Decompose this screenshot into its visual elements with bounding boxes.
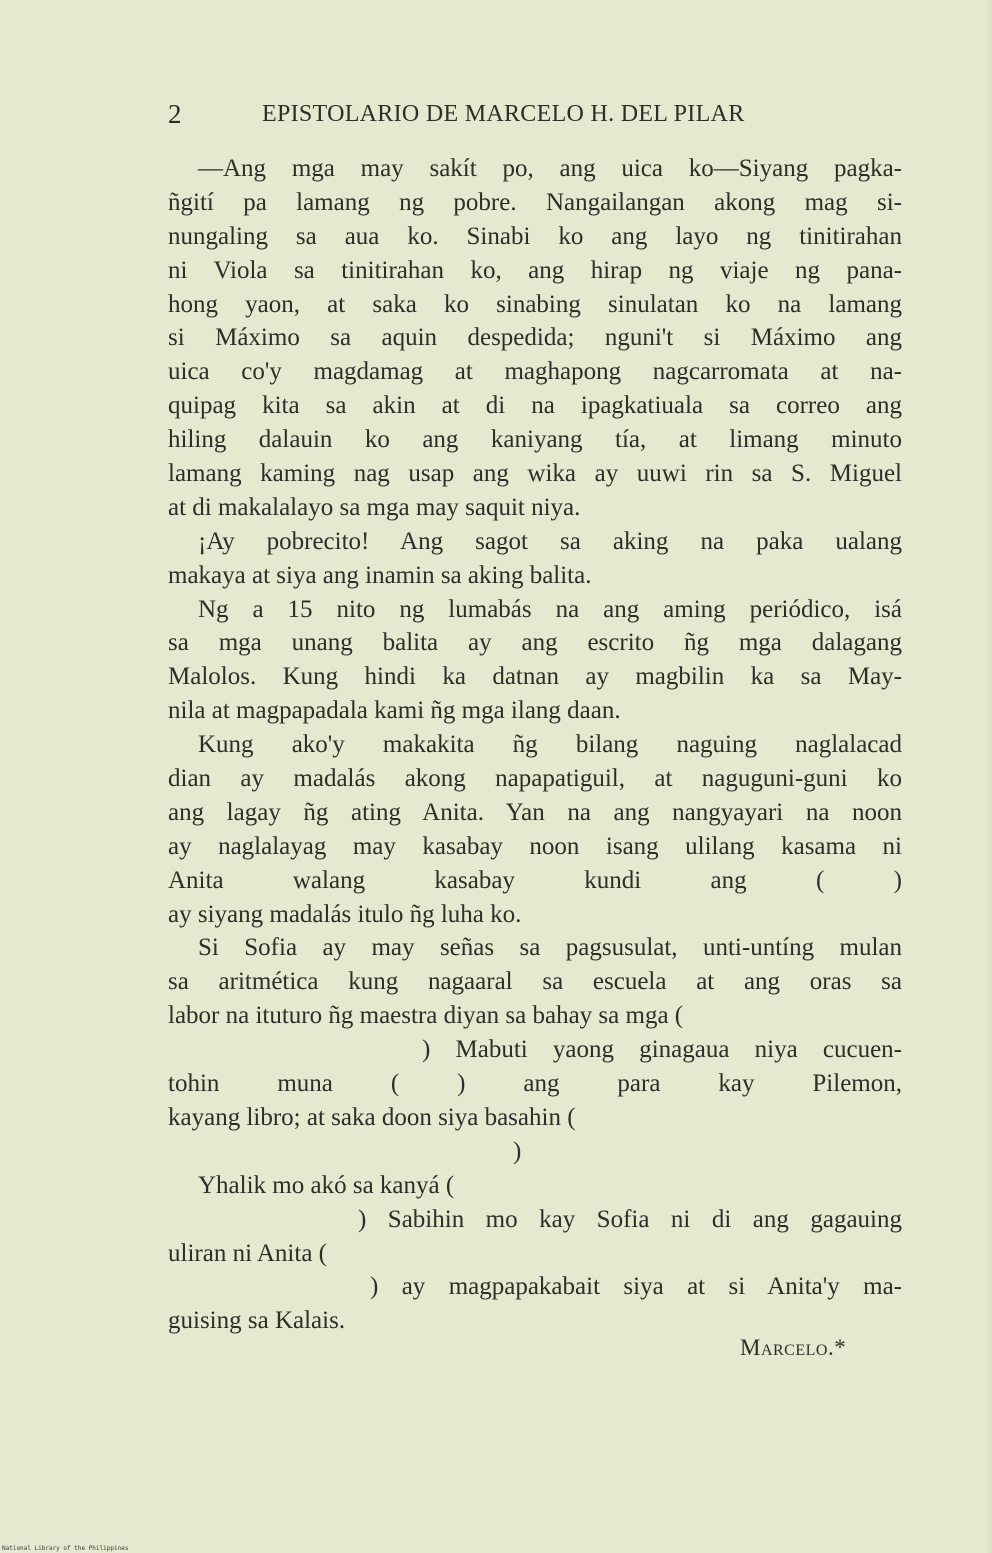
text-line xyxy=(168,898,902,932)
text-line-content: ñgití pa lamang ng pobre. Nangailangan akong mag si- xyxy=(168,188,902,216)
text-line xyxy=(168,762,902,796)
text-line xyxy=(168,694,902,728)
text-line xyxy=(168,593,902,627)
text-line-content: kayang libro; at saka doon siya basahin ( xyxy=(168,1103,576,1131)
text-line-content: si Máximo sa aquin despedida; nguni't si Máximo ang xyxy=(168,324,902,352)
text-line xyxy=(168,288,902,322)
text-line xyxy=(168,1169,902,1203)
text-line xyxy=(168,220,902,254)
text-line xyxy=(168,1067,902,1101)
text-line-content: ay siyang madalás itulo ñg luha ko. xyxy=(168,900,522,928)
text-line xyxy=(168,830,902,864)
text-line-content: hiling dalauin ko ang kaniyang tía, at limang minuto xyxy=(168,426,902,454)
signature xyxy=(740,1330,846,1366)
text-line-content: ) xyxy=(513,1137,522,1165)
text-line-content: dian ay madalás akong napapatiguil, at naguguni-guni ko xyxy=(168,765,902,793)
text-line xyxy=(168,525,902,559)
signature-mark: .* xyxy=(827,1335,847,1360)
text-line xyxy=(168,626,902,660)
text-line xyxy=(168,423,902,457)
text-line-content: lamang kaming nag usap ang wika ay uuwi rin sa S. Miguel xyxy=(168,460,902,488)
signature-name: arcelo xyxy=(760,1335,828,1360)
signature-initial: M xyxy=(740,1335,761,1360)
text-line-content: ni Viola sa tinitirahan ko, ang hirap ng viaje ng pana- xyxy=(168,256,902,284)
text-line xyxy=(168,1033,902,1067)
text-line xyxy=(168,965,902,999)
text-line-content: uliran ni Anita ( xyxy=(168,1239,327,1267)
text-line xyxy=(168,491,902,525)
text-line xyxy=(168,999,902,1033)
text-line-content: guising sa Kalais. xyxy=(168,1307,346,1335)
text-line-content: Anita walang kasabay kundi ang ( ) xyxy=(168,866,902,894)
text-line-content: tohin muna ( ) ang para kay Pilemon, xyxy=(168,1070,902,1098)
text-line-content: makaya at siya ang inamin sa aking balita. xyxy=(168,561,592,589)
text-line-content: —Ang mga may sakít po, ang uica ko—Siyang pagka- xyxy=(198,155,902,182)
text-line-content: nungaling sa aua ko. Sinabi ko ang layo ng tinitirahan xyxy=(168,222,902,250)
text-line-content: ¡Ay pobrecito! Ang sagot sa aking na paka ualang xyxy=(198,527,902,555)
text-line-content: sa aritmética kung nagaaral sa escuela at ang oras sa xyxy=(168,968,902,996)
page-header xyxy=(168,96,808,132)
letter-body xyxy=(168,152,902,1338)
library-credit: National Library of the Philippines xyxy=(2,1545,129,1552)
text-line-content: Yhalik mo akó sa kanyá ( xyxy=(198,1171,455,1199)
text-line xyxy=(168,559,902,593)
text-line xyxy=(168,1237,902,1271)
text-line-content: at di makalalayo sa mga may saquit niya. xyxy=(168,493,581,521)
text-line xyxy=(168,457,902,491)
text-line-content: Ng a 15 nito ng lumabás na ang aming periódico, isá xyxy=(198,595,902,623)
text-line-content: hong yaon, at saka ko sinabing sinulatan ko na lamang xyxy=(168,290,902,318)
text-line xyxy=(168,931,902,965)
text-line xyxy=(168,864,902,898)
text-line-content: Si Sofia ay may señas sa pagsusulat, unti-untíng mulan xyxy=(198,934,902,962)
text-line-content: quipag kita sa akin at di na ipagkatiuala sa correo ang xyxy=(168,392,902,420)
running-title: EPISTOLARIO DE MARCELO H. DEL PILAR xyxy=(262,101,745,127)
text-line xyxy=(168,1270,902,1304)
text-line xyxy=(168,1203,902,1237)
text-line xyxy=(168,355,902,389)
text-line-content: Malolos. Kung hindi ka datnan ay magbilin ka sa May- xyxy=(168,663,902,691)
text-line xyxy=(168,1101,902,1135)
text-line xyxy=(168,152,902,186)
text-line-content: ang lagay ñg ating Anita. Yan na ang nangyayari na noon xyxy=(168,798,902,826)
text-line xyxy=(168,321,902,355)
text-line-content: ) ay magpapakabait siya at si Anita'y ma- xyxy=(370,1273,902,1301)
text-line-content: nila at magpapadala kami ñg mga ilang daan. xyxy=(168,697,621,725)
text-line-content: sa mga unang balita ay ang escrito ñg mga dalagang xyxy=(168,629,902,657)
text-line-content: ) Sabihin mo kay Sofia ni di ang gagauing xyxy=(358,1205,902,1233)
text-line-content: uica co'y magdamag at maghapong nagcarromata at na- xyxy=(168,358,902,386)
text-line-content: labor na ituturo ñg maestra diyan sa bahay sa mga ( xyxy=(168,1002,684,1030)
text-line-content: Kung ako'y makakita ñg bilang naguing naglalacad xyxy=(198,731,902,759)
text-line xyxy=(168,254,902,288)
text-line-content: ay naglalayag may kasabay noon isang ulilang kasama ni xyxy=(168,832,902,860)
page-edge xyxy=(986,0,992,1553)
text-line xyxy=(168,796,902,830)
text-line xyxy=(168,728,902,762)
text-line xyxy=(168,186,902,220)
text-line-content: ) Mabuti yaong ginagaua niya cucuen- xyxy=(422,1036,902,1064)
text-line xyxy=(168,660,902,694)
text-line xyxy=(168,1135,902,1169)
text-line xyxy=(168,389,902,423)
page-number: 2 xyxy=(168,99,182,129)
